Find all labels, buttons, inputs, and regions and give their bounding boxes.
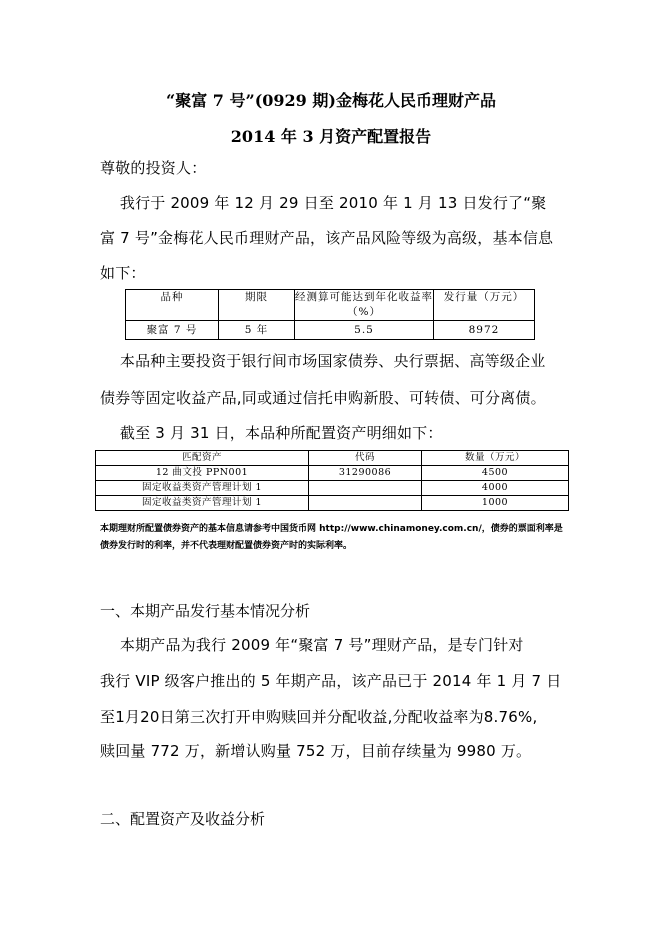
- header-cell-amount: 发行量（万元）: [434, 290, 535, 321]
- para3: 截至 3 月 31 日，本品种所配置资产明细如下：: [100, 424, 443, 442]
- cell-code: 31290086: [309, 466, 422, 481]
- table-row: [96, 466, 569, 481]
- header-cell-variety: 品种: [126, 290, 219, 321]
- intro-line-3: 如下：: [100, 264, 146, 282]
- cell-amount: 8972: [434, 321, 535, 340]
- table-row: [96, 496, 569, 511]
- section1-line-2: 我行 VIP 级客户推出的 5 年期产品，该产品已于 2014 年 1 月 7 日: [100, 672, 562, 690]
- report-title-line2: 2014 年 3 月资产配置报告: [230, 127, 432, 146]
- section1-line-4: 赎回量 772 万，新增认购量 752 万，目前存续量为 9980 万。: [100, 742, 532, 760]
- cell-variety: 聚富 7 号: [126, 321, 219, 340]
- cell-code: [309, 496, 422, 511]
- cell-code: [309, 481, 422, 496]
- intro-line-2: 富 7 号”金梅花人民币理财产品，该产品风险等级为高级，基本信息: [100, 229, 554, 247]
- para2-line-2: 债券等固定收益产品,同或通过信托申购新股、可转债、可分离债。: [100, 389, 546, 407]
- table-row: [96, 481, 569, 496]
- section2-heading: 二、配置资产及收益分析: [100, 810, 266, 828]
- section1-heading: 一、本期产品发行基本情况分析: [100, 602, 311, 620]
- header-cell-asset: 匹配资产: [96, 451, 309, 466]
- asset-detail-table: [95, 450, 569, 511]
- header-cell-term: 期限: [219, 290, 295, 321]
- product-info-table: [125, 289, 535, 340]
- intro-line-1: 我行于 2009 年 12 月 29 日至 2010 年 1 月 13 日发行了“聚: [100, 194, 547, 212]
- cell-quantity: 1000: [422, 496, 569, 511]
- cell-yield: 5.5: [295, 321, 434, 340]
- header-cell-code: 代码: [309, 451, 422, 466]
- cell-asset: 固定收益类资产管理计划 1: [96, 481, 309, 496]
- table-header-row: [126, 290, 535, 321]
- report-title-line1: “聚富 7 号”(0929 期)金梅花人民币理财产品: [166, 91, 496, 110]
- greeting: 尊敬的投资人：: [100, 159, 207, 177]
- table-footnote: 本期理财所配置债券资产的基本信息请参考中国货币网 http://www.chinamoney.com.cn/，债券的票面利率是债券发行时的利率，并不代表理财配置债券资产时的实际利率。: [100, 524, 563, 551]
- cell-term: 5 年: [219, 321, 295, 340]
- section1-line-1: 本期产品为我行 2009 年“聚富 7 号”理财产品，是专门针对: [100, 636, 524, 654]
- header-cell-yield: 经测算可能达到年化收益率（%）: [295, 290, 434, 321]
- cell-quantity: 4000: [422, 481, 569, 496]
- cell-asset: 固定收益类资产管理计划 1: [96, 496, 309, 511]
- para2-line-1: 本品种主要投资于银行间市场国家债券、央行票据、高等级企业: [100, 352, 546, 370]
- header-cell-quantity: 数量（万元）: [422, 451, 569, 466]
- table-header-row: [96, 451, 569, 466]
- cell-quantity: 4500: [422, 466, 569, 481]
- cell-asset: 12 曲文投 PPN001: [96, 466, 309, 481]
- table-row: [126, 321, 535, 340]
- section1-line-3: 至1月20日第三次打开申购赎回并分配收益,分配收益率为8.76%,: [100, 708, 538, 726]
